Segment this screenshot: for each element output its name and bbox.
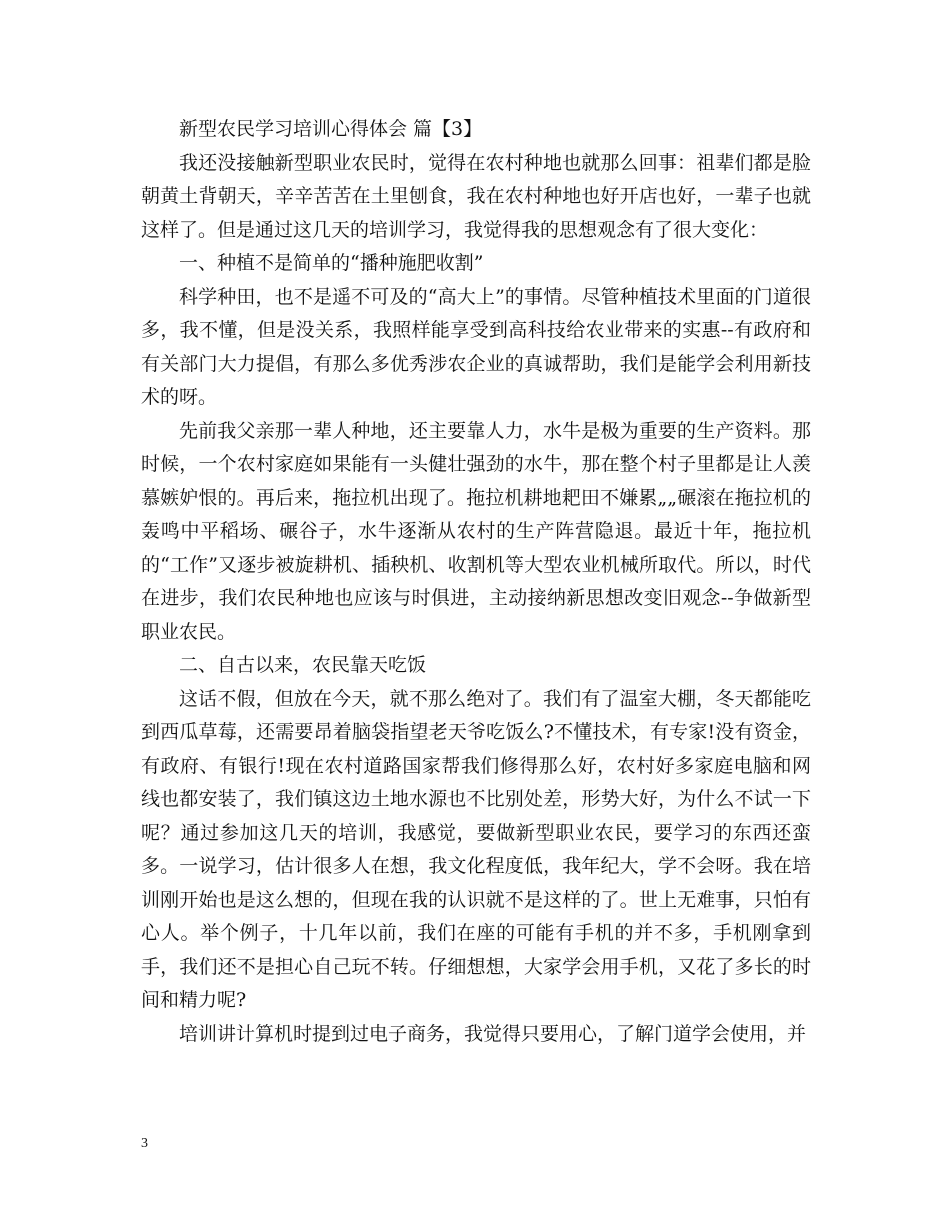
paragraph-ecommerce: 培训讲计算机时提到过电子商务，我觉得只要用心，了解门道学会使用，并: [179, 1022, 807, 1045]
document-body: [141, 113, 811, 1051]
paragraph-science-farming: 科学种田，也不是遥不可及的“高大上”的事情。尽管种植技术里面的门道很多，我不懂，但是没关系，我照样能享受到高科技给农业带来的实惠--有政府和有关部门大力提倡，有那么多优秀涉农企业的真诚帮助，我们是能学会利用新技术的呀。: [141, 285, 811, 408]
paragraph-learning: 这话不假，但放在今天，就不那么绝对了。我们有了温室大棚，冬天都能吃到西瓜草莓，还需要昂着脑袋指望老天爷吃饭么?不懂技术，有专家!没有资金，有政府、有银行!现在农村道路国家帮我们修得那么好，农村好多家庭电脑和网线也都安装了，我们镇这边土地水源也不比别处差，形势大好，为什么不试一下呢？通过参加这几天的培训，我感觉，要做新型职业农民，要学习的东西还蛮多。一说学习，估计很多人在想，我文化程度低，我年纪大，学不会呀。我在培训刚开始也是这么想的，但现在我的认识就不是这样的了。世上无难事，只怕有心人。举个例子，十几年以前，我们在座的可能有手机的并不多，手机刚拿到手，我们还不是担心自己玩不转。仔细想想，大家学会用手机，又花了多长的时间和精力呢?: [141, 687, 811, 1011]
section-heading-2: 二、自古以来，农民靠天吃饭: [179, 654, 427, 676]
paragraph-mechanization: 先前我父亲那一辈人种地，还主要靠人力，水牛是极为重要的生产资料。那时候，一个农村家庭如果能有一头健壮强劲的水牛，那在整个村子里都是让人羡慕嫉妒恨的。再后来，拖拉机出现了。拖拉机耕地耙田不嫌累„„碾滚在拖拉机的轰鸣中平稻场、碾谷子，水牛逐渐从农村的生产阵营隐退。最近十年，拖拉机的“工作”又逐步被旋耕机、插秧机、收割机等大型农业机械所取代。所以，时代在进步，我们农民种地也应该与时俱进，主动接纳新思想改变旧观念--争做新型职业农民。: [141, 419, 811, 643]
document-title: 新型农民学习培训心得体会 篇【3】: [179, 118, 483, 140]
page-number: 3: [141, 1136, 148, 1151]
section-heading-1: 一、种植不是简单的“播种施肥收割”: [179, 252, 484, 274]
paragraph-intro: 我还没接触新型职业农民时，觉得在农村种地也就那么回事：祖辈们都是脸朝黄土背朝天，辛辛苦苦在土里刨食，我在农村种地也好开店也好，一辈子也就这样了。但是通过这几天的培训学习，我觉得我的思想观念有了很大变化：: [141, 151, 811, 241]
